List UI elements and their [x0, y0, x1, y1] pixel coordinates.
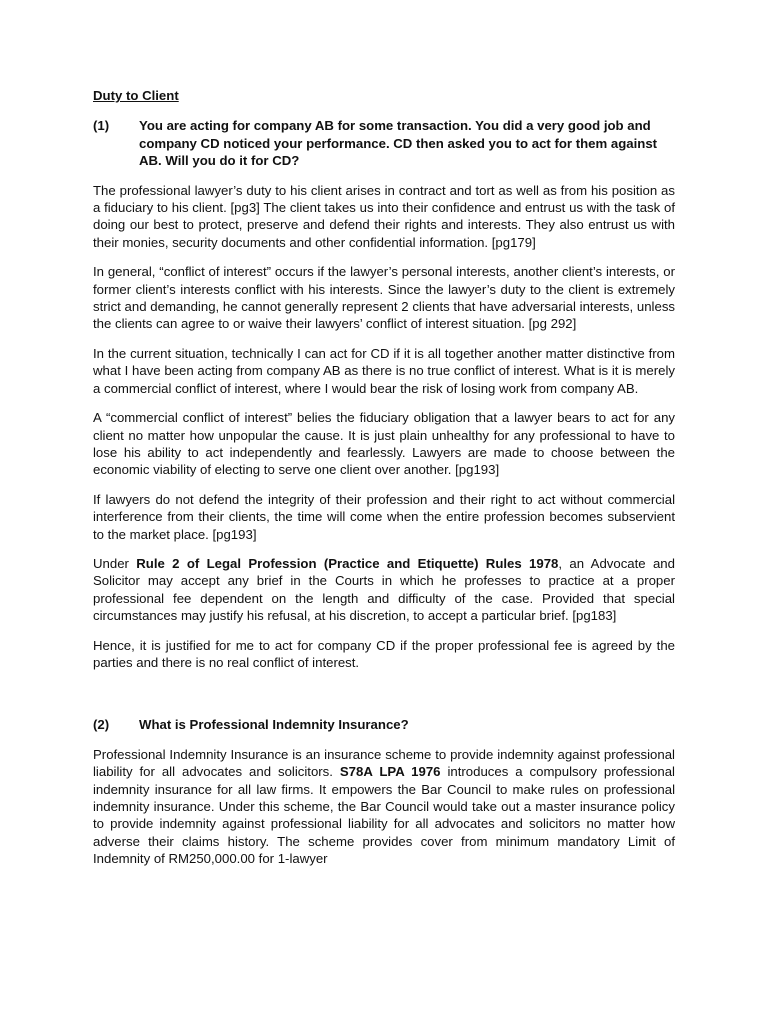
paragraph-8-statute-citation: S78A LPA 1976 [339, 764, 441, 780]
paragraph-6-body: , an Advocate and Solicitor may accept any brief in the Courts in which he professes to practice at a proper professional fee dependent on the length and difficulty of the case. Provided that special circumstances may justify his refusal, at his discretion, to accept a particular brief. [pg183] [93, 555, 675, 624]
paragraph-7: Hence, it is justified for me to act for company CD if the proper professional fee is agreed by the parties and there is no real conflict of interest. [93, 637, 675, 670]
question-2-text: What is Professional Indemnity Insurance? [139, 717, 409, 733]
question-1 [93, 117, 675, 169]
question-2 [93, 716, 675, 733]
paragraph-6 [93, 555, 675, 625]
paragraph-8-body: introduces a compulsory professional indemnity insurance for all law firms. It empowers the Bar Council to make rules on professional indemnity insurance. Under this scheme, the Bar Council would take out a master insurance policy to provide indemnity against professional liability for all advocates and solicitors no matter how adverse their claims history. The scheme provides cover from minimum mandatory Limit of Indemnity of RM250,000.00 for 1-lawyer [93, 764, 675, 867]
paragraph-5: If lawyers do not defend the integrity of their profession and their right to act without commercial interference from their clients, the time will come when the entire profession becomes subservient to the market place. [pg193] [93, 491, 675, 542]
document-page [93, 87, 675, 880]
section-heading: Duty to Client [93, 88, 179, 103]
paragraph-6-lead: Under [93, 555, 137, 571]
paragraph-6-rule-citation: Rule 2 of Legal Profession (Practice and Etiquette) Rules 1978 [136, 555, 559, 571]
paragraph-3: In the current situation, technically I can act for CD if it is all together another matter distinctive from what I have been acting from company AB as there is no true conflict of interest. What is it is merely a commercial conflict of interest, where I would bear the risk of losing work from company AB. [93, 345, 675, 396]
paragraph-8-lead: Professional Indemnity Insurance is an insurance scheme to provide indemnity against professional liability for all advocates and solicitors. [93, 746, 675, 780]
question-1-text: You are acting for company AB for some transaction. You did a very good job and company CD noticed your performance. CD then asked you to act for them against AB. Will you do it for CD? [139, 118, 658, 169]
paragraph-1: The professional lawyer’s duty to his client arises in contract and tort as well as from his position as a fiduciary to his client. [pg3] The client takes us into their confidence and entrust us with the task of doing our best to protect, preserve and defend their rights and interests. They also entrust us with their monies, security documents and other confidential information. [pg179] [93, 182, 675, 250]
paragraph-4: A “commercial conflict of interest” belies the fiduciary obligation that a lawyer bears to act for any client no matter how unpopular the cause. It is just plain unhealthy for any professional to have to lose his ability to act independently and fearlessly. Lawyers are made to choose between the economic viability of electing to serve one client over another. [pg193] [93, 410, 675, 478]
paragraph-2: In general, “conflict of interest” occurs if the lawyer’s personal interests, another client’s interests, or former client’s interests conflict with his interests. Since the lawyer’s duty to the client is extremely strict and demanding, he cannot generally represent 2 clients that have adversarial interests, unless the clients can agree to or waive their lawyers’ conflict of interest situation. [pg 292] [93, 264, 675, 332]
question-2-number: (2) [93, 717, 110, 733]
question-1-number: (1) [93, 118, 110, 134]
paragraph-8 [93, 746, 675, 868]
section-gap [93, 683, 675, 716]
